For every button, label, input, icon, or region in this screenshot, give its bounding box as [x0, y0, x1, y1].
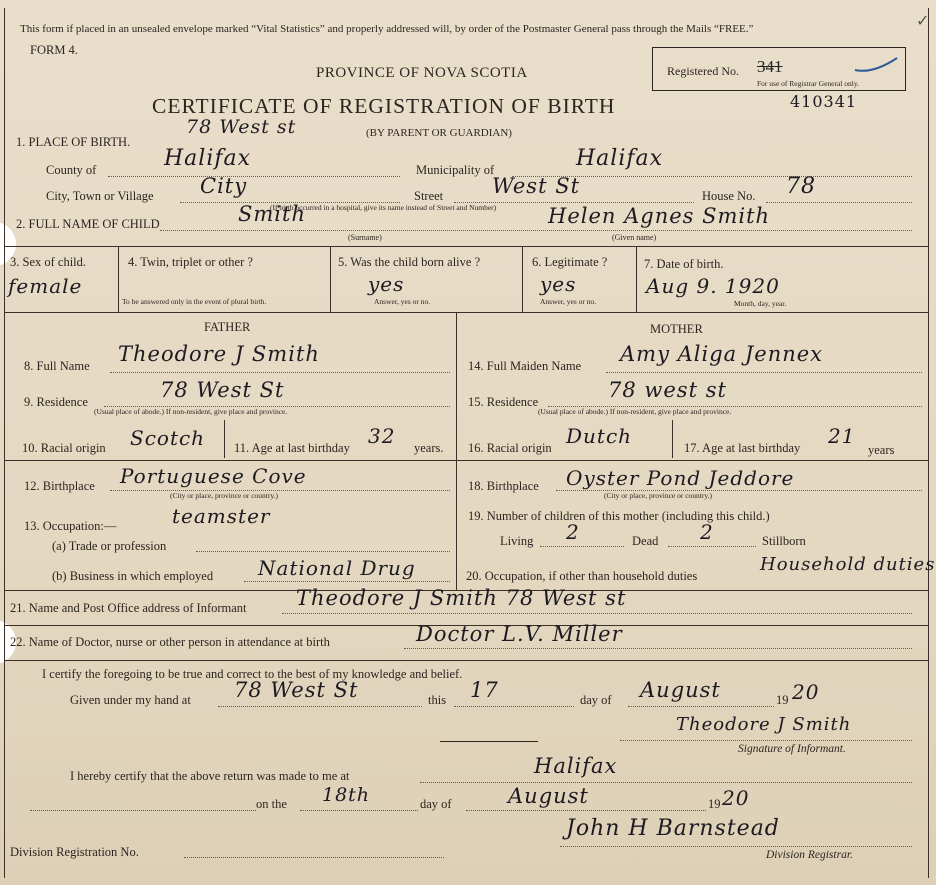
place-of-birth-value: 78 West st — [186, 116, 297, 138]
child-name-label: 2. FULL NAME OF CHILD — [16, 217, 160, 231]
registrar-place: Halifax — [534, 754, 618, 778]
mother-occupation-value: Household duties — [760, 554, 936, 575]
twin-label: 4. Twin, triplet or other ? — [128, 255, 253, 269]
right-border — [928, 8, 929, 878]
on-the-month: August — [508, 784, 589, 808]
father-residence-note: (Usual place of abode.) If non-resident, give place and province. — [94, 407, 288, 416]
dob-label: 7. Date of birth. — [644, 257, 724, 271]
father-occupation-label: 13. Occupation:— — [24, 519, 117, 533]
on-the-label: on the — [256, 797, 287, 811]
stillborn-label: Stillborn — [762, 534, 806, 548]
father-age-label: 11. Age at last birthday — [234, 441, 350, 455]
father-business-label: (b) Business in which employed — [52, 569, 214, 583]
father-origin-label: 10. Racial origin — [22, 441, 106, 455]
certify-text: I certify the foregoing to be true and correct to the best of my knowledge and belief. — [42, 667, 463, 681]
mother-years-label: years — [868, 443, 895, 457]
father-header: FATHER — [204, 320, 251, 334]
born-alive-value: yes — [368, 272, 405, 296]
mother-children-label: 19. Number of children of this mother (including this child.) — [468, 509, 770, 523]
father-age-value: 32 — [368, 424, 396, 448]
given-at-year: 20 — [792, 680, 820, 704]
father-name-value: Theodore J Smith — [118, 342, 320, 366]
doctor-value: Doctor L.V. Miller — [416, 622, 623, 646]
registrar-signature: John H Barnstead — [566, 816, 780, 841]
given-name-label: (Given name) — [612, 233, 657, 242]
mother-name-label: 14. Full Maiden Name — [468, 359, 582, 373]
legitimate-note: Answer, yes or no. — [540, 297, 597, 306]
dob-note: Month, day, year. — [734, 299, 787, 308]
child-given-name: Helen Agnes Smith — [548, 204, 771, 228]
registrar-cert-text: I hereby certify that the above return was made to me at — [70, 769, 350, 783]
mother-birthplace-note: (City or place, province or country.) — [604, 491, 713, 500]
registration-stamp: 410341 — [790, 92, 858, 111]
given-at-day-of: day of — [580, 693, 612, 707]
registered-note: For use of Registrar General only. — [757, 79, 859, 88]
left-border — [4, 8, 5, 878]
registrar-signature-label: Division Registrar. — [766, 849, 853, 861]
given-at-month: August — [640, 678, 721, 702]
municipality-label: Municipality of — [416, 163, 495, 177]
given-at-year-prefix: 19 — [776, 693, 789, 707]
street-value: West St — [492, 174, 581, 198]
father-birthplace-value: Portuguese Cove — [120, 464, 307, 488]
mother-occupation-label: 20. Occupation, if other than household duties — [466, 569, 698, 583]
certificate-title: CERTIFICATE OF REGISTRATION OF BIRTH — [152, 94, 616, 118]
given-at-day: 17 — [470, 678, 499, 702]
informant-signature-label: Signature of Informant. — [738, 743, 846, 755]
doctor-label: 22. Name of Doctor, nurse or other person in attendance at birth — [10, 635, 330, 649]
on-the-year: 20 — [722, 786, 750, 810]
father-business-value: National Drug — [258, 556, 416, 580]
municipality-value: Halifax — [576, 146, 664, 171]
given-at-place: 78 West St — [234, 678, 359, 702]
father-occupation-value: teamster — [172, 504, 271, 528]
dead-value: 2 — [700, 520, 714, 544]
mother-birthplace-value: Oyster Pond Jeddore — [566, 466, 795, 490]
city-label: City, Town or Village — [46, 189, 154, 203]
division-registration-label: Division Registration No. — [10, 845, 139, 859]
mother-age-value: 21 — [828, 424, 856, 448]
father-years-label: years. — [414, 441, 444, 455]
sex-label: 3. Sex of child. — [10, 255, 87, 269]
place-of-birth-label: 1. PLACE OF BIRTH. — [16, 135, 131, 149]
mother-name-value: Amy Aliga Jennex — [620, 342, 824, 366]
mother-origin-value: Dutch — [566, 424, 633, 448]
mother-residence-label: 15. Residence — [468, 395, 539, 409]
father-residence-value: 78 West St — [160, 378, 285, 402]
legitimate-value: yes — [540, 272, 577, 296]
informant-label: 21. Name and Post Office address of Informant — [10, 601, 247, 615]
hospital-note: (If birth occurred in a hospital, give its name instead of Street and Number) — [270, 203, 497, 212]
given-at-label: Given under my hand at — [70, 693, 191, 707]
street-label: Street — [414, 189, 444, 203]
born-alive-label: 5. Was the child born alive ? — [338, 255, 481, 269]
mother-birthplace-label: 18. Birthplace — [468, 479, 539, 493]
legitimate-label: 6. Legitimate ? — [532, 255, 608, 269]
county-value: Halifax — [164, 146, 252, 171]
by-parent-label: (BY PARENT OR GUARDIAN) — [366, 127, 512, 139]
twin-note: To be answered only in the event of plural birth. — [122, 297, 267, 306]
registrar-general-box — [652, 47, 906, 91]
check-mark: ✓ — [916, 13, 930, 30]
mother-residence-value: 78 west st — [608, 378, 727, 402]
father-birthplace-note: (City or place, province or country.) — [170, 491, 279, 500]
house-no-value: 78 — [786, 174, 816, 199]
county-label: County of — [46, 163, 97, 177]
living-value: 2 — [566, 520, 580, 544]
province-heading: PROVINCE OF NOVA SCOTIA — [316, 65, 528, 81]
father-residence-label: 9. Residence — [24, 395, 88, 409]
mother-header: MOTHER — [650, 322, 703, 336]
mother-residence-note: (Usual place of abode.) If non-resident, give place and province. — [538, 407, 732, 416]
father-name-label: 8. Full Name — [24, 359, 90, 373]
dead-label: Dead — [632, 534, 659, 548]
on-the-year-prefix: 19 — [708, 797, 721, 811]
sex-value: female — [8, 274, 83, 298]
informant-signature: Theodore J Smith — [676, 714, 852, 735]
surname-label: (Surname) — [348, 233, 382, 242]
postal-notice: This form if placed in an unsealed envelope marked “Vital Statistics” and properly addressed will, by order of the Postmaster General pass through the Mails “FREE.” — [20, 23, 754, 35]
on-the-day-of: day of — [420, 797, 452, 811]
given-at-this: this — [428, 693, 447, 707]
born-alive-note: Answer, yes or no. — [374, 297, 431, 306]
registered-no-label: Registered No. — [667, 64, 739, 78]
checkmark-stroke-icon — [853, 56, 901, 76]
house-no-label: House No. — [702, 189, 756, 203]
mother-origin-label: 16. Racial origin — [468, 441, 552, 455]
city-value: City — [200, 174, 248, 198]
dob-value: Aug 9. 1920 — [646, 274, 780, 298]
father-trade-label: (a) Trade or profession — [52, 539, 167, 553]
registered-no-value: 341 — [757, 57, 783, 76]
form-number: FORM 4. — [30, 43, 78, 57]
child-surname: Smith — [238, 202, 306, 226]
mother-age-label: 17. Age at last birthday — [684, 441, 801, 455]
informant-value: Theodore J Smith 78 West st — [296, 586, 627, 610]
father-origin-value: Scotch — [130, 426, 206, 450]
living-label: Living — [500, 534, 534, 548]
father-birthplace-label: 12. Birthplace — [24, 479, 95, 493]
on-the-day: 18th — [322, 784, 371, 806]
